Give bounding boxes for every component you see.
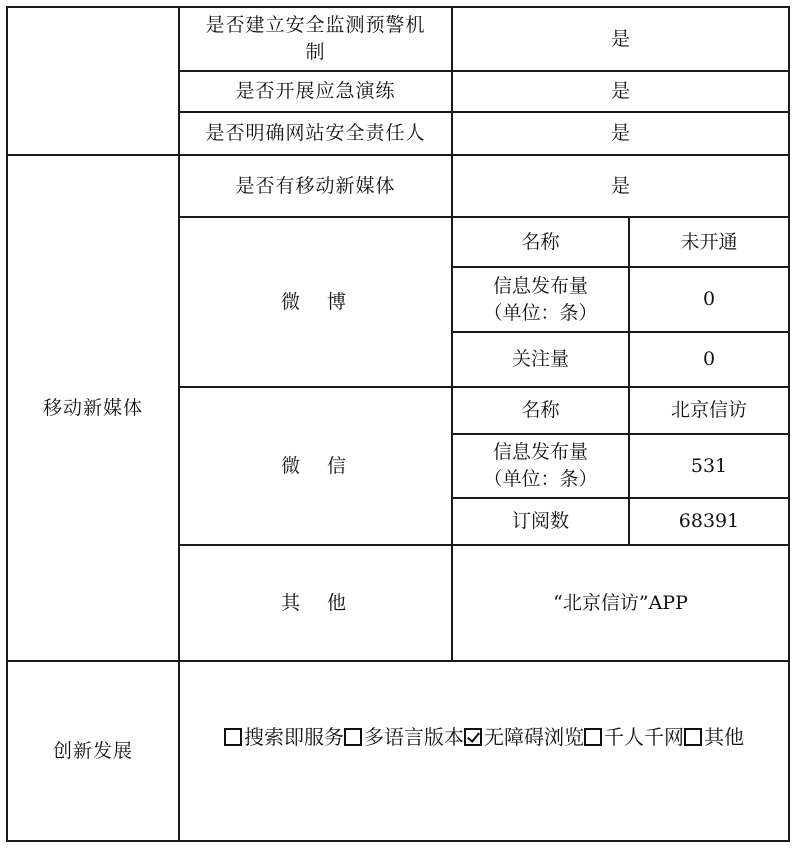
wechat-posts-label: 信息发布量（单位：条） bbox=[483, 441, 598, 490]
wechat-label: 微 信 bbox=[280, 454, 350, 477]
other-label: 其 他 bbox=[280, 591, 350, 614]
unchecked-box-icon[interactable] bbox=[224, 728, 242, 746]
weibo-label: 微 博 bbox=[280, 290, 350, 313]
weibo-follow-value: 0 bbox=[702, 348, 716, 370]
wechat-name-label: 名称 bbox=[521, 399, 560, 421]
innovation-option-label: 其他 bbox=[704, 724, 744, 749]
monitor-value: 是 bbox=[610, 27, 630, 50]
owner-label: 是否明确网站安全责任人 bbox=[205, 122, 426, 144]
monitor-label: 是否建立安全监测预警机制 bbox=[205, 14, 426, 63]
wechat-name-value: 北京信访 bbox=[670, 399, 747, 421]
weibo-name-value: 未开通 bbox=[680, 230, 738, 253]
innovation-option[interactable] bbox=[344, 724, 464, 751]
innovation-option[interactable] bbox=[684, 724, 744, 751]
owner-value: 是 bbox=[610, 122, 630, 144]
unchecked-box-icon[interactable] bbox=[344, 728, 362, 746]
wechat-subs-label: 订阅数 bbox=[511, 510, 569, 532]
innovation-options bbox=[180, 662, 788, 812]
wechat-posts-value: 531 bbox=[690, 454, 728, 477]
innovation-option-label: 多语言版本 bbox=[364, 724, 464, 749]
innovation-option-label: 无障碍浏览 bbox=[484, 724, 584, 749]
other-value: “北京信访”APP bbox=[553, 591, 688, 614]
innovation-section-label: 创新发展 bbox=[52, 739, 133, 762]
has-media-value: 是 bbox=[610, 174, 630, 197]
checked-box-icon[interactable] bbox=[464, 728, 482, 746]
innovation-option[interactable] bbox=[584, 724, 684, 751]
drill-value: 是 bbox=[610, 80, 630, 102]
weibo-posts-label: 信息发布量（单位：条） bbox=[483, 274, 598, 324]
innovation-option[interactable] bbox=[464, 724, 584, 751]
unchecked-box-icon[interactable] bbox=[584, 728, 602, 746]
drill-label: 是否开展应急演练 bbox=[235, 80, 396, 102]
unchecked-box-icon[interactable] bbox=[684, 728, 702, 746]
weibo-follow-label: 关注量 bbox=[511, 348, 569, 370]
innovation-option-label: 搜索即服务 bbox=[244, 724, 344, 749]
border-line bbox=[788, 6, 790, 842]
media-section-label: 移动新媒体 bbox=[42, 396, 143, 419]
weibo-posts-value: 0 bbox=[702, 288, 716, 310]
wechat-subs-value: 68391 bbox=[678, 510, 740, 532]
weibo-name-label: 名称 bbox=[521, 230, 560, 253]
innovation-option[interactable] bbox=[224, 724, 344, 751]
border-line bbox=[6, 840, 790, 842]
innovation-options-list bbox=[224, 724, 744, 751]
innovation-option-label: 千人千网 bbox=[604, 724, 684, 749]
has-media-label: 是否有移动新媒体 bbox=[235, 174, 396, 197]
